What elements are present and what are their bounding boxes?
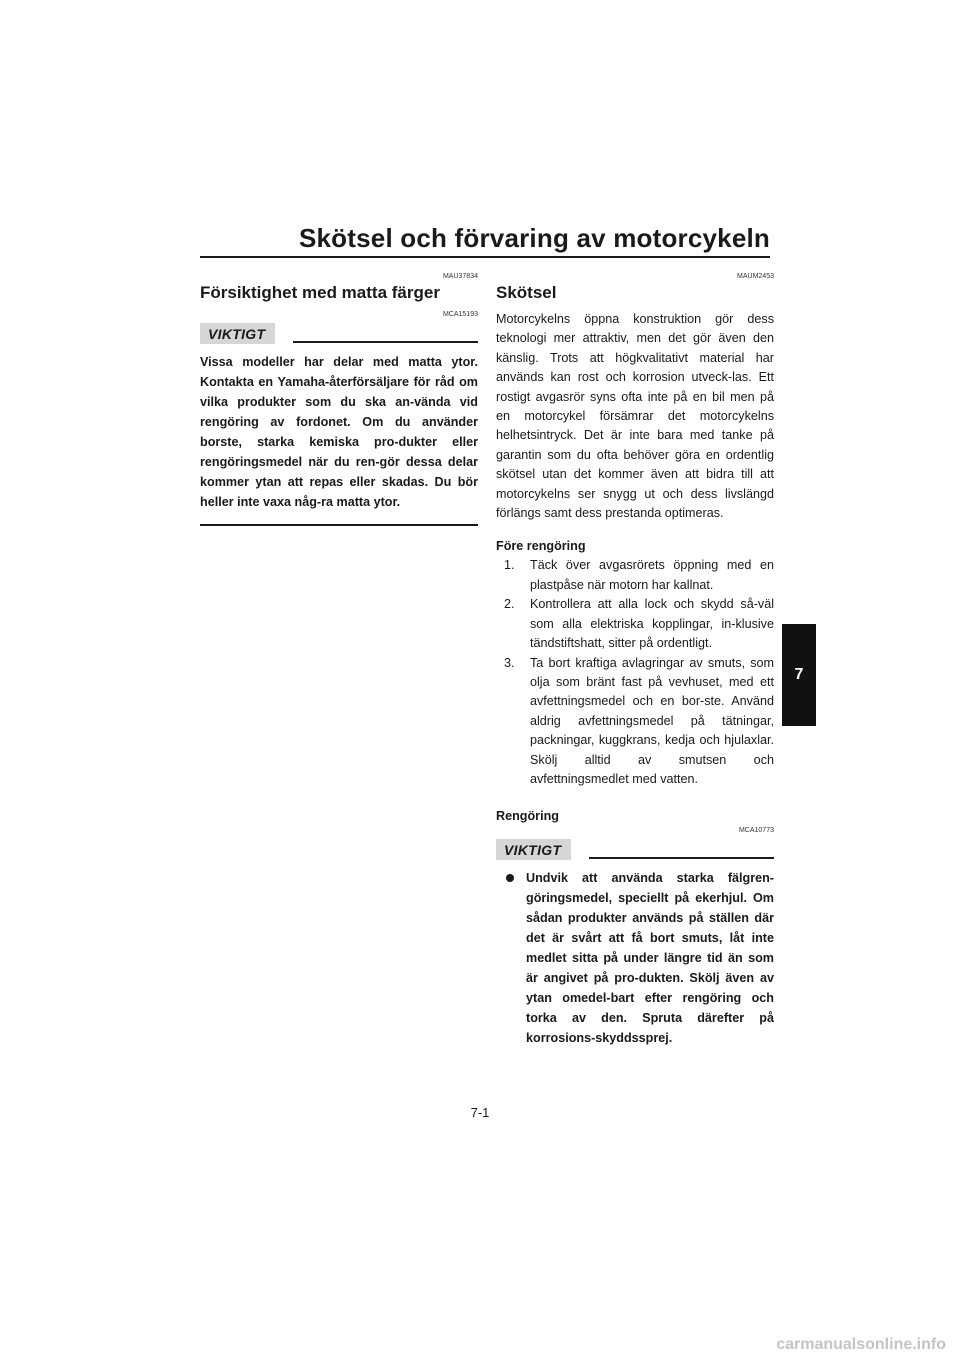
notice-code: MCA10773 xyxy=(738,827,774,835)
notice-header xyxy=(200,322,478,344)
section-heading: Skötsel xyxy=(496,283,557,302)
notice-header xyxy=(496,838,774,860)
notice-rule xyxy=(589,857,774,859)
bullet-text: Undvik att använda starka fälgren-göringsmedel, speciellt på ekerhjul. Om sådan produkter används på ställen där det är svårt att få bort smuts, låt inte medlet sitta på under längre tid än som är angivet på pro-dukten. Skölj även av ytan omedel-bart efter rengöring och torka av den. Spruta därefter på korrosions-skyddssprej. xyxy=(526,871,774,1046)
page-title: Skötsel och förvaring av motorcykeln xyxy=(298,223,770,253)
notice-label: VIKTIGT xyxy=(200,323,275,344)
cleaning-bullets xyxy=(496,868,774,1048)
step-number: 2. xyxy=(504,597,515,612)
watermark: carmanualsonline.info xyxy=(776,1336,946,1353)
notice-end-rule xyxy=(200,524,478,526)
notice-label: VIKTIGT xyxy=(496,839,571,860)
notice-text: Vissa modeller har delar med matta ytor. Kontakta en Yamaha-återförsäljare för råd om vilka produkter som du ska an-vända vid rengöring av fordonet. Om du använder borste, starka kemiska pro-dukter eller rengöringsmedel när du ren-gör dessa delar kommer ytan att repas eller skadas. Du bör heller inte vaxa någ-ra matta ytor. xyxy=(200,355,478,509)
notice-rule xyxy=(293,341,478,343)
step-text: Kontrollera att alla lock och skydd så-väl som alla elektriska kopplingar, in-klusive tändstiftshatt, sitter på ordentligt. xyxy=(530,597,774,651)
section-code: MAU37834 xyxy=(442,273,478,280)
step-text: Täck över avgasrörets öppning med en plastpåse när motorn har kallnat. xyxy=(530,558,774,592)
step-text: Ta bort kraftiga avlagringar av smuts, som olja som bränt fast på vevhuset, med ett avfettningsmedel och en bor-ste. Använd aldrig avfettningsmedel på tätningar, packningar, kuggkrans, kedja och hjulaxlar. Skölj alltid av smutsen och avfettningsmedlet med vatten. xyxy=(530,655,774,786)
step-number: 3. xyxy=(504,655,515,670)
page-number: 7-1 xyxy=(470,1105,490,1120)
list-item xyxy=(504,654,774,790)
before-cleaning-heading: Före rengöring xyxy=(496,539,586,554)
bullet-icon xyxy=(506,874,514,882)
title-rule xyxy=(200,256,770,258)
list-item xyxy=(496,868,774,1048)
notice-code: MCA15193 xyxy=(442,311,478,318)
before-cleaning-steps xyxy=(496,556,774,789)
step-number: 1. xyxy=(504,558,515,573)
chapter-tab: 7 xyxy=(782,624,816,726)
cleaning-heading: Rengöring xyxy=(496,809,559,824)
left-column xyxy=(200,272,478,526)
list-item xyxy=(504,556,774,595)
intro-paragraph: Motorcykelns öppna konstruktion gör dess teknologi mer attraktiv, men det gör även den känslig. Trots att högkvalitativt material har används kan rost och korrosion utveck-las. Ett rostigt avgasrör syns ofta inte på en bil men på en motorcykel försämrar det motorcykelns helhetsintryck. Det är inte bara med tanke på garantin som du ofta behöver göra en ordentlig skötsel utan det kommer även att bidra till att motorcykelns ser snygg ut och dess livslängd förlängs samt dess prestanda optimeras. xyxy=(496,312,774,521)
list-item xyxy=(504,595,774,653)
section-heading: Försiktighet med matta färger xyxy=(200,283,440,302)
right-column xyxy=(496,272,774,1048)
section-code: MAUM2453 xyxy=(737,273,774,280)
